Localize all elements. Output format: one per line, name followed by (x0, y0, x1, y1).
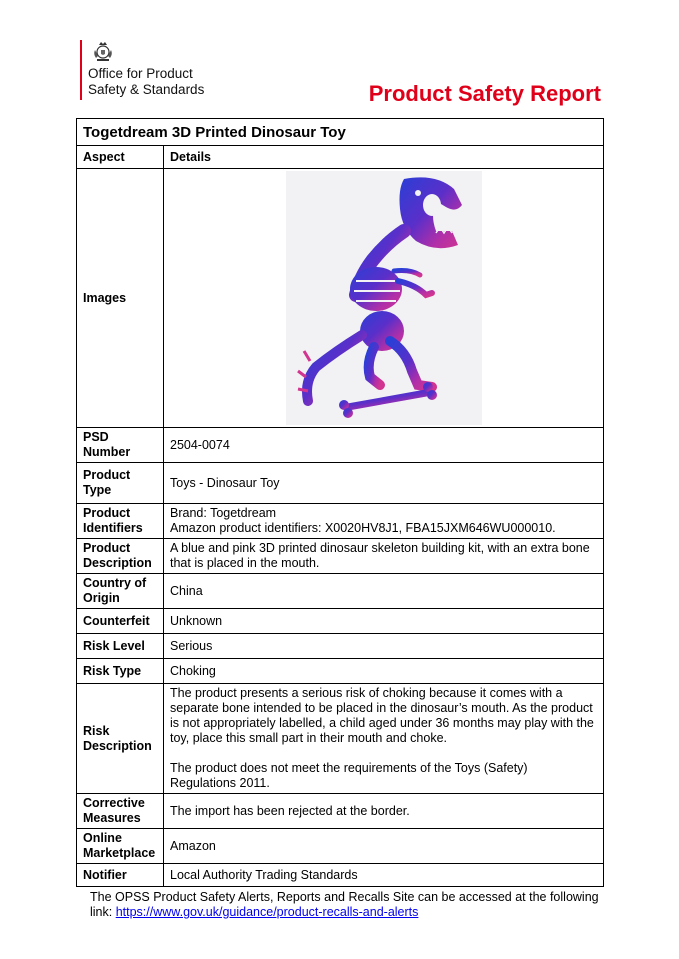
identifiers-amazon: Amazon product identifiers: X0020HV8J1, FBA15JXM646WU000010. (170, 521, 556, 535)
aspect-marketplace-line1: Online (83, 831, 122, 845)
description-line1: A blue and pink 3D printed dinosaur skeleton building kit, with an extra bone (170, 541, 590, 555)
risk-type-value: Choking (164, 659, 604, 684)
aspect-description-line2: Description (83, 556, 152, 570)
risk-desc-p2-line2: Regulations 2011. (170, 776, 270, 790)
aspect-risk-description (77, 684, 164, 794)
aspect-description-line1: Product (83, 541, 131, 555)
header-details: Details (164, 146, 604, 169)
aspect-origin (77, 574, 164, 609)
risk-level-value: Serious (164, 634, 604, 659)
risk-description-value (164, 684, 604, 794)
aspect-risk-type: Risk Type (77, 659, 164, 684)
aspect-origin-line2: Origin (83, 591, 120, 605)
table-row-psd (77, 428, 604, 463)
table-row-description (77, 539, 604, 574)
aspect-marketplace (77, 829, 164, 864)
aspect-corrective-line1: Corrective (83, 796, 145, 810)
footer-line1: The OPSS Product Safety Alerts, Reports and Recalls Site can be accessed at the following (90, 890, 599, 904)
table-row-corrective (77, 794, 604, 829)
table-row-marketplace (77, 829, 604, 864)
aspect-risk-description-line2: Description (83, 738, 152, 753)
aspect-corrective (77, 794, 164, 829)
aspect-corrective-line2: Measures (83, 811, 141, 825)
origin-value: China (164, 574, 604, 609)
risk-desc-p1-line2: separate bone intended to be placed in the dinosaur’s mouth. As the product (170, 701, 593, 715)
aspect-risk-level: Risk Level (77, 634, 164, 659)
table-title-row (77, 119, 604, 146)
identifiers-brand: Brand: Togetdream (170, 506, 277, 520)
risk-desc-p2-line1: The product does not meet the requirements of the Toys (Safety) (170, 761, 528, 775)
table-header-row (77, 146, 604, 169)
aspect-identifiers (77, 504, 164, 539)
aspect-risk-description-line1: Risk (83, 723, 110, 738)
royal-crest-icon (92, 40, 114, 62)
aspect-origin-line1: Country of (83, 576, 147, 590)
table-row-risk-description (77, 684, 604, 794)
risk-desc-spacer (170, 746, 597, 761)
description-line2: that is placed in the mouth. (170, 556, 320, 570)
table-row-notifier (77, 864, 604, 887)
marketplace-value: Amazon (164, 829, 604, 864)
product-safety-table (76, 118, 604, 887)
risk-desc-p1-line3: is not appropriately labelled, a child aged under 36 months may play with the (170, 716, 594, 730)
footer-line2 (90, 905, 610, 920)
footer-link-prefix: link: (90, 905, 116, 919)
aspect-psd (77, 428, 164, 463)
table-row-origin (77, 574, 604, 609)
identifiers-value (164, 504, 604, 539)
aspect-marketplace-line2: Marketplace (83, 846, 156, 860)
product-image-cell (164, 169, 604, 428)
recalls-alerts-link[interactable]: https://www.gov.uk/guidance/product-recalls-and-alerts (115, 905, 419, 919)
footer-note (90, 890, 610, 920)
risk-desc-p1-line4: toy, place this small part in their mouth and choke. (170, 731, 447, 745)
table-row-images (77, 169, 604, 428)
description-value (164, 539, 604, 574)
aspect-type (77, 463, 164, 504)
aspect-notifier: Notifier (77, 864, 164, 887)
table-row-counterfeit (77, 609, 604, 634)
risk-desc-p1-line1: The product presents a serious risk of choking because it comes with a (170, 686, 563, 700)
aspect-images: Images (77, 169, 164, 428)
aspect-type-line1: Product (83, 468, 131, 482)
table-row-risk-type (77, 659, 604, 684)
table-row-identifiers (77, 504, 604, 539)
report-title: Product Safety Report (368, 81, 601, 106)
aspect-type-line2: Type (83, 483, 112, 497)
table-row-risk-level (77, 634, 604, 659)
org-name-line1: Office for Product (88, 66, 193, 81)
opss-logo (80, 40, 204, 100)
logo-red-bar (80, 40, 82, 100)
aspect-description (77, 539, 164, 574)
psd-number-value: 2504-0074 (164, 428, 604, 463)
notifier-value: Local Authority Trading Standards (164, 864, 604, 887)
product-title: Togetdream 3D Printed Dinosaur Toy (77, 119, 604, 146)
header-aspect: Aspect (77, 146, 164, 169)
corrective-value: The import has been rejected at the border. (164, 794, 604, 829)
product-type-value: Toys - Dinosaur Toy (164, 463, 604, 504)
aspect-identifiers-line2: Identifiers (83, 521, 143, 535)
dinosaur-toy-photo (286, 171, 482, 425)
aspect-psd-line1: PSD (83, 430, 109, 444)
table-row-type (77, 463, 604, 504)
aspect-identifiers-line1: Product (83, 506, 131, 520)
org-name-line2: Safety & Standards (88, 81, 205, 97)
aspect-counterfeit: Counterfeit (77, 609, 164, 634)
counterfeit-value: Unknown (164, 609, 604, 634)
aspect-psd-line2: Number (83, 445, 131, 459)
